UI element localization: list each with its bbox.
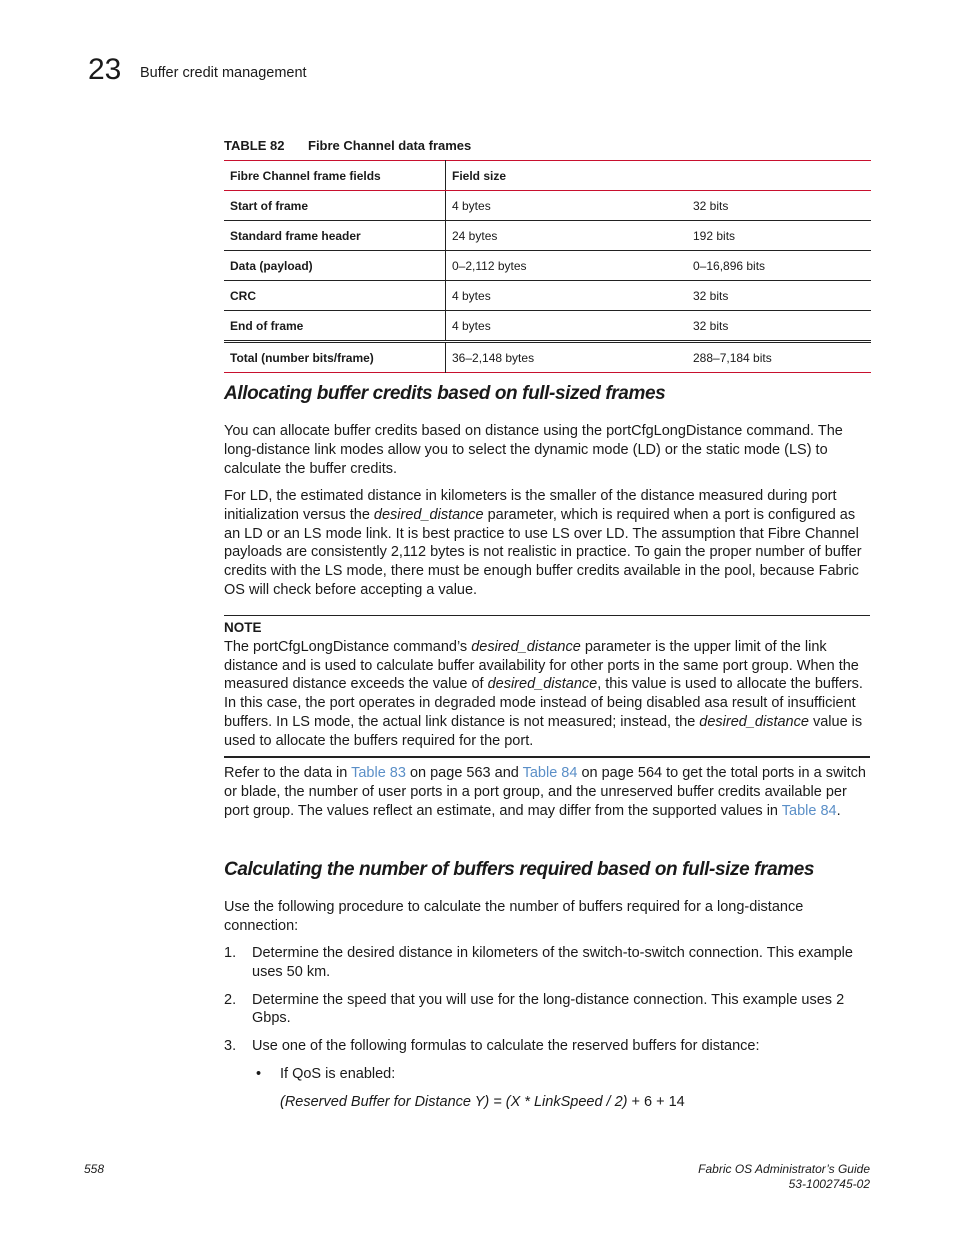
chapter-title: Buffer credit management	[140, 65, 307, 81]
text: command’s	[389, 638, 472, 655]
list-item	[224, 944, 872, 982]
text: Refer to the data in	[224, 765, 352, 781]
table-row	[224, 251, 871, 281]
column-header: Fibre Channel frame fields	[224, 161, 446, 191]
table-84-link[interactable]: Table 84	[522, 765, 578, 781]
table-cell: 4 bytes	[446, 281, 688, 311]
table-cell: 0–16,896 bits	[687, 251, 871, 281]
text: .	[836, 802, 841, 819]
text: For LD, the estimated distance in kilometers is the smaller of the distance measured during port initialization versus the	[224, 488, 837, 523]
step-text: Determine the speed that you will use for the long-distance connection. This example uses 2 Gbps.	[252, 991, 845, 1027]
paragraph	[224, 764, 872, 820]
formula-constant: + 6 + 14	[627, 1094, 685, 1110]
step-number: 3.	[224, 1038, 237, 1055]
doc-title: Fabric OS Administrator’s Guide	[698, 1162, 870, 1176]
table-header-row	[224, 161, 871, 191]
table-cell: 36–2,148 bytes	[446, 342, 688, 373]
table-cell: 288–7,184 bits	[687, 342, 871, 373]
bullet-text: If QoS is enabled:	[280, 1066, 396, 1082]
text: on page 564 to get the total ports in a switch or blade, the number of user ports in a port group, and the unreserved buffer credits available per port group. The values reflect an estimate, and may differ from the supported values in	[224, 765, 866, 819]
table-cell: End of frame	[224, 311, 446, 342]
note-box	[224, 615, 870, 758]
doc-number: 53-1002745-02	[788, 1177, 870, 1191]
text: command. The long-distance link modes allow you to select the dynamic mode (LD) or the static mode (LS) to calculate the buffer credits.	[224, 423, 843, 477]
table-cell: 32 bits	[687, 281, 871, 311]
table-caption	[224, 138, 471, 153]
text: parameter, which is required when a port is configured as an LD or an LS mode link. It is best practice to use LS over LD. The assumption that Fibre Channel payloads are consistently 2,112 bytes is not realistic in practice. To gain the proper number of buffer credits with the LS mode, there must be enough buffer credits available in the pool, because Fabric OS will check before accepting a value.	[224, 506, 862, 598]
table-cell: 4 bytes	[446, 191, 688, 221]
step-text: Determine the desired distance in kilometers of the switch-to-switch connection. This example uses 50 km.	[252, 945, 853, 980]
table-row	[224, 281, 871, 311]
table-cell: 192 bits	[687, 221, 871, 251]
table-label: TABLE 82	[224, 138, 285, 153]
procedure-steps	[224, 944, 872, 1065]
text: You can allocate buffer credits based on distance using the	[224, 423, 607, 439]
table-84-link[interactable]: Table 84	[781, 802, 837, 819]
table-row	[224, 191, 871, 221]
table-row	[224, 311, 871, 342]
parameter-name: desired_distance	[471, 638, 581, 655]
step-number: 2.	[224, 991, 237, 1008]
paragraph	[224, 487, 872, 600]
fibre-channel-frames-table	[224, 160, 871, 373]
chapter-number: 23	[88, 53, 122, 86]
footer-doc-info	[698, 1162, 870, 1192]
parameter-name: desired_distance	[487, 676, 598, 693]
table-total-row	[224, 342, 871, 373]
table-cell: Standard frame header	[224, 221, 446, 251]
step-text: Use one of the following formulas to calculate the reserved buffers for distance:	[252, 1038, 760, 1055]
paragraph: Use the following procedure to calculate the number of buffers required for a long-distance connection:	[224, 899, 804, 934]
parameter-name: desired_distance	[373, 506, 484, 523]
step-number: 1.	[224, 945, 237, 961]
parameter-name: desired_distance	[699, 713, 809, 730]
table-cell: Data (payload)	[224, 251, 446, 281]
text: parameter is the upper limit of the link distance and is used to calculate buffer availability for other ports in the same port group. When the measured distance exceeds the value of	[224, 638, 859, 693]
note-label: NOTE	[224, 620, 262, 635]
table-cell: 24 bytes	[446, 221, 688, 251]
table-83-link[interactable]: Table 83	[351, 765, 406, 781]
text: , this value is used to allocate the buffers. In this case, the port operates in degraded mode instead of being disabled asa result of insufficient buffers. In LS mode, the actual link distance is not measured; instead, the	[224, 676, 863, 730]
text: The	[224, 638, 254, 655]
bullet-icon: •	[256, 1066, 262, 1082]
section-heading: Calculating the number of buffers required based on full-size frames	[224, 859, 815, 880]
text: on page 563 and	[405, 765, 523, 781]
formula	[280, 1094, 685, 1110]
table-cell: Total (number bits/frame)	[224, 342, 446, 373]
table-cell: 32 bits	[687, 191, 871, 221]
text: value is used to allocate the buffers required for the port.	[224, 713, 863, 749]
command-name: portCfgLongDistance	[606, 423, 743, 439]
bullet-item	[256, 1066, 395, 1082]
table-cell: CRC	[224, 281, 446, 311]
command-name: portCfgLongDistance	[253, 638, 390, 655]
section-heading: Allocating buffer credits based on full-sized frames	[224, 383, 666, 404]
table-cell: 0–2,112 bytes	[446, 251, 688, 281]
table-cell: 32 bits	[687, 311, 871, 342]
column-header: Field size	[446, 161, 872, 191]
table-cell: Start of frame	[224, 191, 446, 221]
list-item	[224, 991, 872, 1029]
table-title: Fibre Channel data frames	[308, 138, 472, 153]
list-item	[224, 1037, 872, 1056]
paragraph	[224, 422, 872, 478]
formula-expression: (Reserved Buffer for Distance Y) = (X * LinkSpeed / 2)	[280, 1094, 628, 1110]
note-text	[224, 638, 870, 751]
table-row	[224, 221, 871, 251]
page-number: 558	[84, 1162, 105, 1176]
table-cell: 4 bytes	[446, 311, 688, 342]
